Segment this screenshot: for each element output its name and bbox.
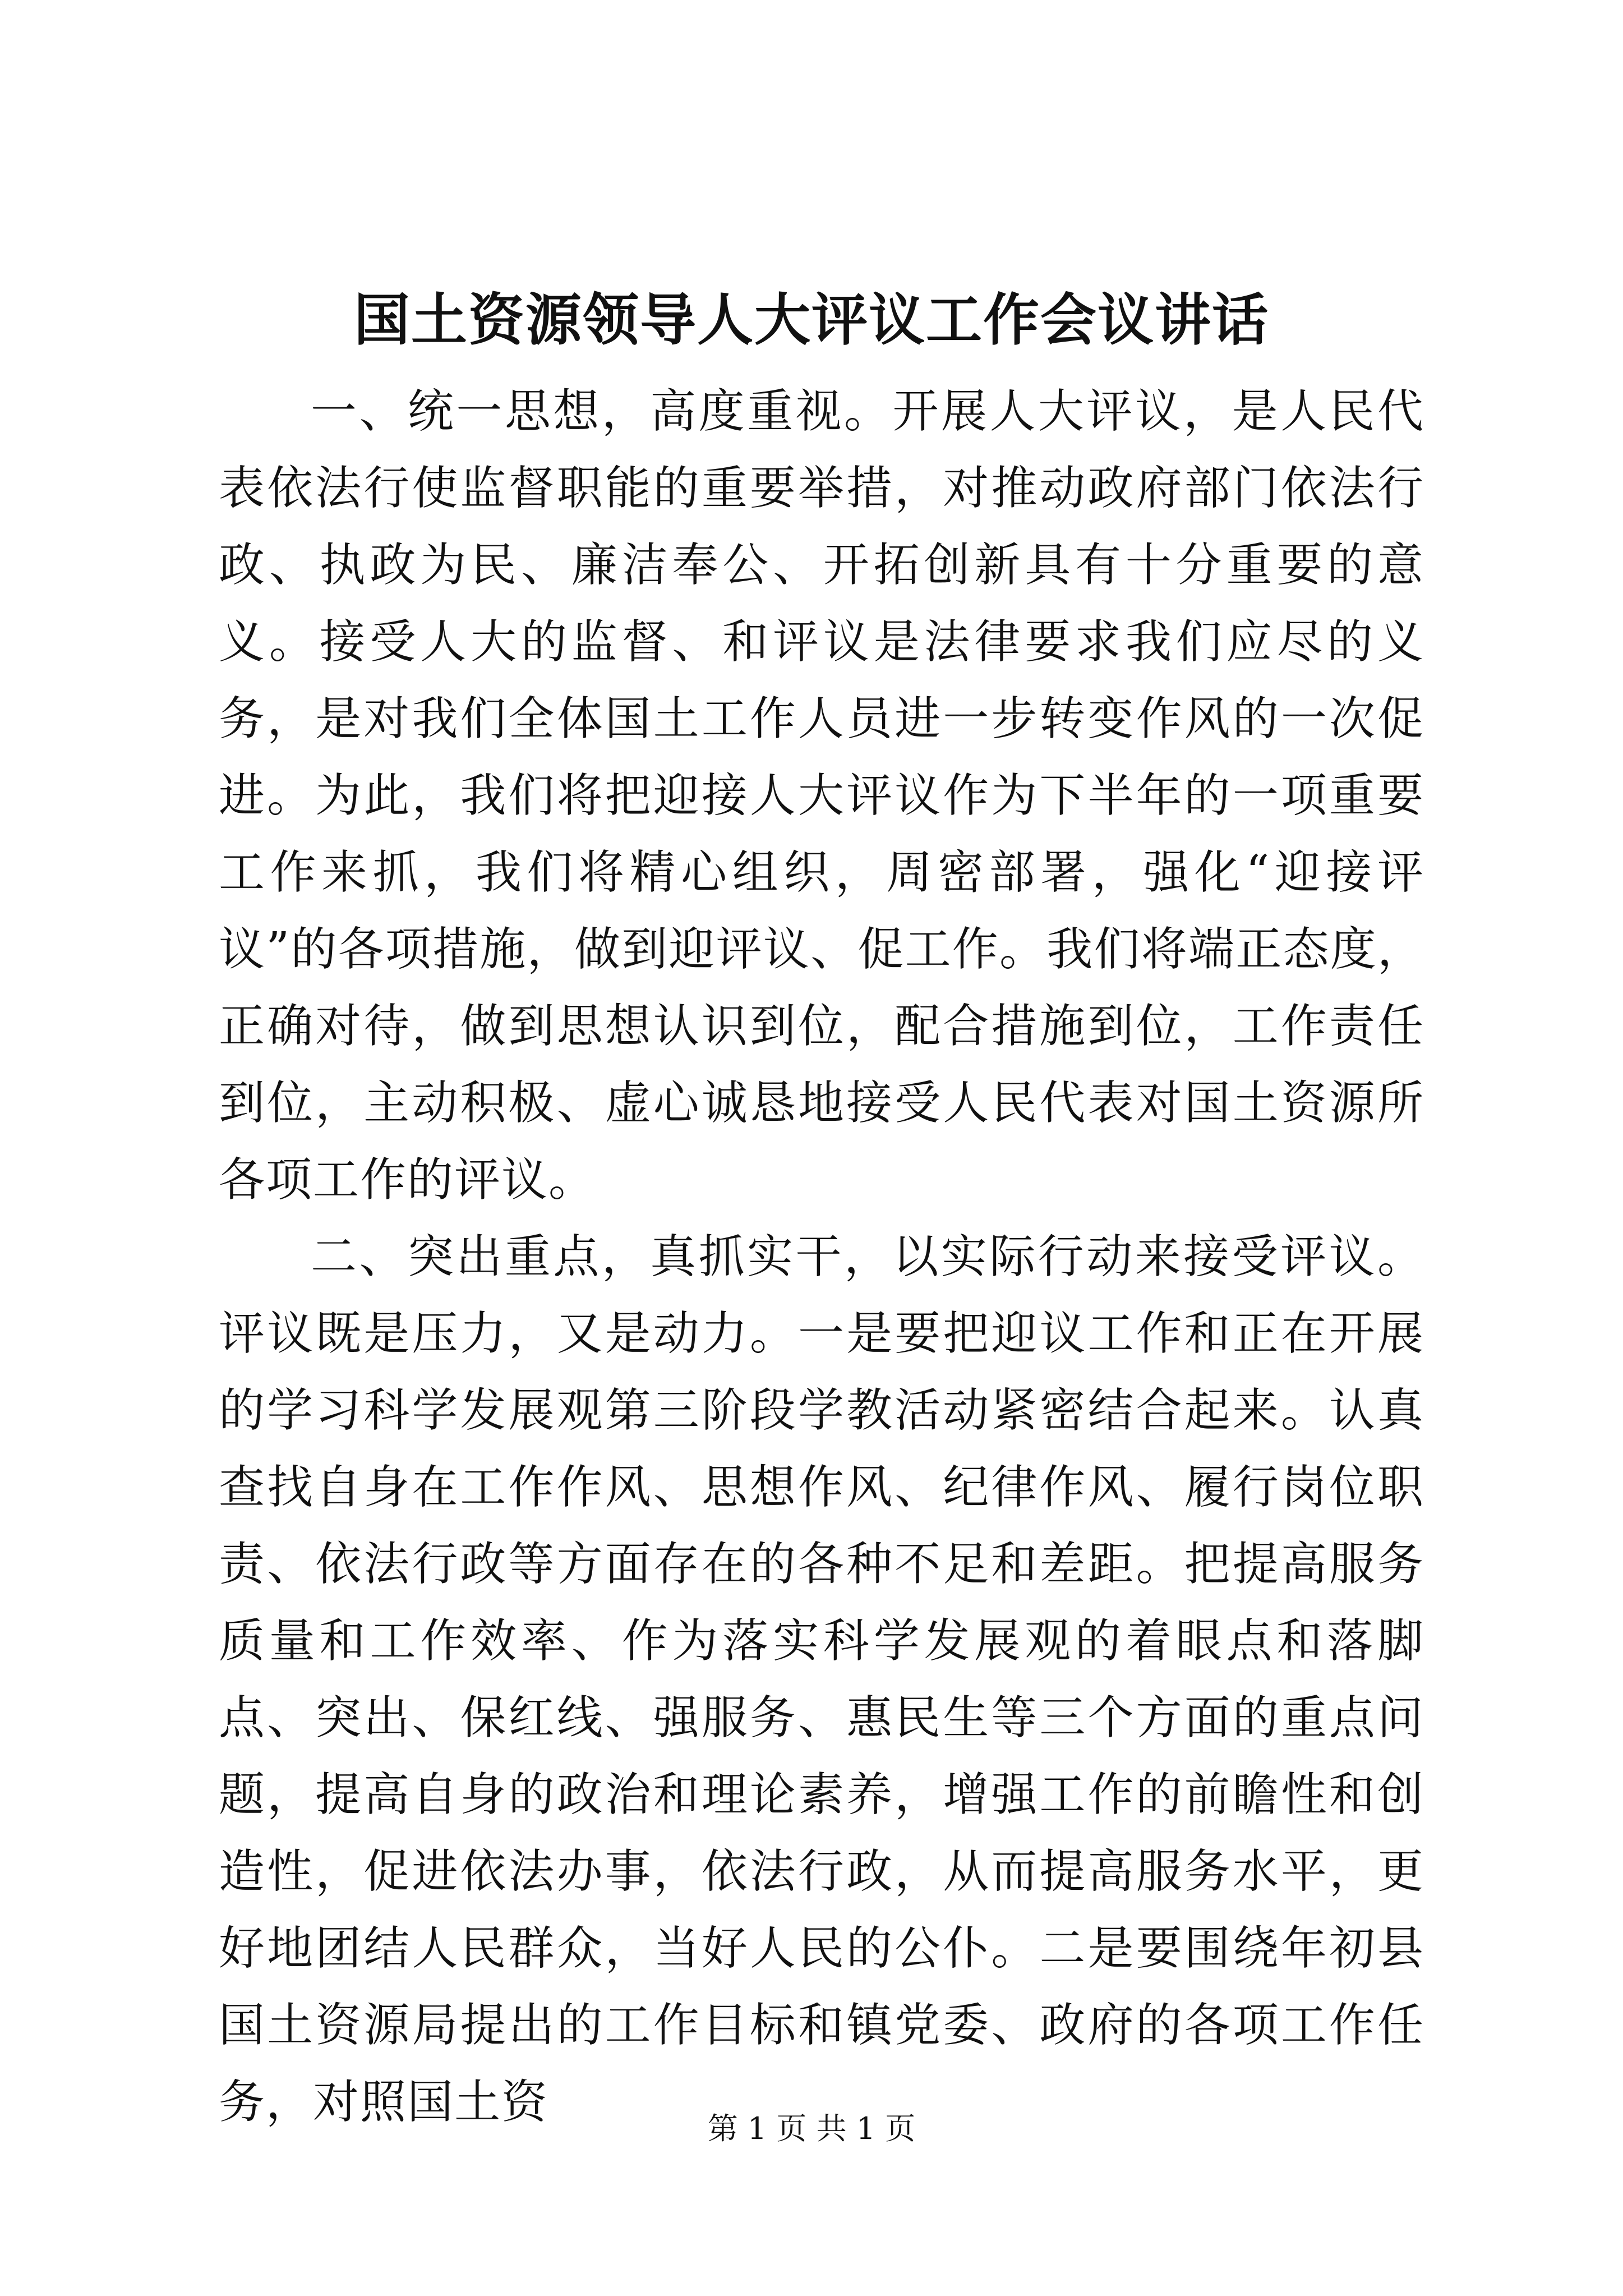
paragraph-1: 一、统一思想，高度重视。开展人大评议，是人民代表依法行使监督职能的重要举措，对推动政府部门依法行政、执政为民、廉洁奉公、开拓创新具有十分重要的意义。接受人大的监督、和评议是法律要求我们应尽的义务，是对我们全体国土工作人员进一步转变作风的一次促进。为此，我们将把迎接人大评议作为下半年的一项重要工作来抓，我们将精心组织，周密部署，强化“迎接评议”的各项措施，做到迎评议、促工作。我们将端正态度，正确对待，做到思想认识到位，配合措施到位，工作责任到位，主动积极、虚心诚恳地接受人民代表对国土资源所各项工作的评议。: [219, 385, 1424, 1207]
document-body: [219, 373, 1424, 2141]
page-footer: 第 1 页 共 1 页: [707, 2111, 916, 2146]
document-title: 国土资源领导人大评议工作会议讲话: [354, 287, 1269, 353]
paragraph-2: 二、突出重点，真抓实干，以实际行动来接受评议。评议既是压力，又是动力。一是要把迎议工作和正在开展的学习科学发展观第三阶段学教活动紧密结合起来。认真查找自身在工作作风、思想作风、纪律作风、履行岗位职责、依法行政等方面存在的各种不足和差距。把提高服务质量和工作效率、作为落实科学发展观的着眼点和落脚点、突出、保红线、强服务、惠民生等三个方面的重点问题，提高自身的政治和理论素养，增强工作的前瞻性和创造性，促进依法办事，依法行政，从而提高服务水平，更好地团结人民群众，当好人民的公仆。二是要围绕年初县国土资源局提出的工作目标和镇党委、政府的各项工作任务，对照国土资: [219, 1230, 1424, 2129]
